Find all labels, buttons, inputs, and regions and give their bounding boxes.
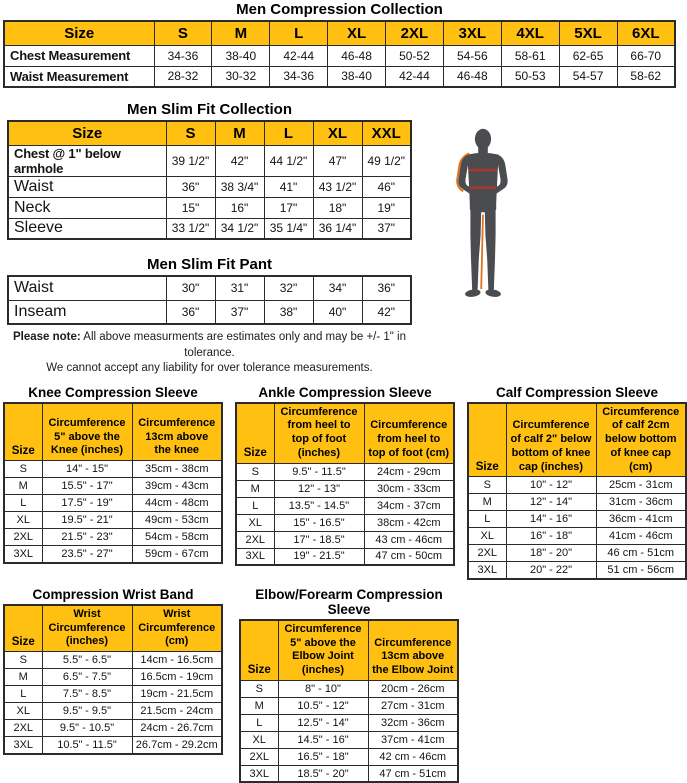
header-row [4, 21, 675, 45]
cell-value: 17.5" - 19" [42, 495, 132, 512]
cell-value: 10.5" - 12" [278, 697, 368, 714]
man-silhouette-figure [450, 127, 516, 307]
cell-value: 9.5" - 9.5" [42, 703, 132, 720]
table-row [468, 511, 686, 528]
men-compression-section [3, 1, 676, 88]
tolerance-note-line1 [7, 330, 412, 361]
row-label: 3XL [4, 546, 42, 563]
cell-value: 32cm - 36cm [368, 714, 458, 731]
row-label: Waist Measurement [4, 66, 154, 87]
slim-fit-table [7, 120, 412, 240]
table-row [236, 480, 454, 497]
cell-value: 54-57 [559, 66, 617, 87]
table-row [240, 765, 458, 782]
cell-value: 19cm - 21.5cm [132, 686, 222, 703]
cell-value: 50-52 [386, 45, 444, 66]
table-row [4, 546, 222, 563]
row-label: L [236, 497, 274, 514]
cell-value: 6.5" - 7.5" [42, 669, 132, 686]
column-header: Wrist Circumference (cm) [132, 605, 222, 652]
table-row [8, 145, 411, 176]
calf-sleeve-section [467, 385, 687, 580]
cell-value: 16" - 18" [506, 528, 596, 545]
column-header: 5XL [559, 21, 617, 45]
cell-value: 18.5" - 20" [278, 765, 368, 782]
cell-value: 43 cm - 46cm [364, 531, 454, 548]
row-label: S [468, 477, 506, 494]
men-compression-table [3, 20, 676, 88]
cell-value: 38" [264, 300, 313, 324]
table-row [4, 703, 222, 720]
cell-value: 31" [215, 276, 264, 300]
header-row [4, 605, 222, 652]
cell-value: 5.5" - 6.5" [42, 652, 132, 669]
cell-value: 10.5" - 11.5" [42, 737, 132, 754]
calf-sleeve-table [467, 402, 687, 580]
cell-value: 15.5" - 17" [42, 478, 132, 495]
chest-measure-line [469, 169, 498, 171]
figure-column [412, 101, 679, 377]
row-label: XL [240, 731, 278, 748]
knee-sleeve-table [3, 402, 223, 564]
column-header: S [166, 121, 215, 145]
row-label: M [4, 669, 42, 686]
slim-fit-pant-title: Men Slim Fit Pant [146, 256, 272, 273]
cell-value: 47 cm - 50cm [364, 548, 454, 565]
cell-value: 19" [362, 197, 411, 218]
cell-value: 9.5" - 10.5" [42, 720, 132, 737]
cell-value: 46" [362, 176, 411, 197]
table-row [4, 720, 222, 737]
cell-value: 42" [215, 145, 264, 176]
table-row [4, 512, 222, 529]
cell-value: 40" [313, 300, 362, 324]
row-label: L [4, 495, 42, 512]
cell-value: 38 3/4" [215, 176, 264, 197]
cell-value: 19" - 21.5" [274, 548, 364, 565]
cell-value: 42-44 [386, 66, 444, 87]
men-compression-title: Men Compression Collection [236, 1, 443, 18]
table-row [468, 477, 686, 494]
tolerance-note-label: Please note: [12, 331, 81, 343]
table-row [236, 497, 454, 514]
cell-value: 37" [362, 218, 411, 239]
table-row [240, 680, 458, 697]
table-row [4, 45, 675, 66]
tolerance-note [7, 330, 412, 377]
cell-value: 20cm - 26cm [368, 680, 458, 697]
row-label: 3XL [468, 562, 506, 579]
row-label: 3XL [4, 737, 42, 754]
row-label: S [4, 652, 42, 669]
row-label: L [4, 686, 42, 703]
table-row [468, 494, 686, 511]
cell-value: 33 1/2" [166, 218, 215, 239]
figure-left-leg [470, 211, 481, 290]
cell-value: 27cm - 31cm [368, 697, 458, 714]
cell-value: 36" [166, 176, 215, 197]
table-row [4, 686, 222, 703]
size-column-header: Size [240, 620, 278, 681]
column-header: XL [313, 121, 362, 145]
tolerance-note-line2: We cannot accept any liability for over tolerance measurements. [46, 362, 373, 375]
cell-value: 34-36 [154, 45, 212, 66]
column-header: XXL [362, 121, 411, 145]
calf-sleeve-title: Calf Compression Sleeve [495, 384, 659, 400]
cell-value: 14" - 16" [506, 511, 596, 528]
column-header: S [154, 21, 212, 45]
cell-value: 7.5" - 8.5" [42, 686, 132, 703]
column-header: 6XL [617, 21, 675, 45]
row-label: S [236, 463, 274, 480]
table-row [468, 528, 686, 545]
cell-value: 39cm - 43cm [132, 478, 222, 495]
row-label: Inseam [8, 300, 166, 324]
column-header: L [270, 21, 328, 45]
row-label: M [236, 480, 274, 497]
column-header: L [264, 121, 313, 145]
row-label: Waist [8, 276, 166, 300]
elbow-sleeve-title: Elbow/Forearm Compression Sleeve [255, 586, 443, 617]
figure-pelvis [470, 194, 496, 212]
table-row [4, 737, 222, 754]
knee-sleeve-section [3, 385, 223, 580]
row-label: Neck [8, 197, 166, 218]
table-row [240, 697, 458, 714]
cell-value: 30cm - 33cm [364, 480, 454, 497]
wrist-band-section [3, 587, 223, 783]
cell-value: 62-65 [559, 45, 617, 66]
cell-value: 38cm - 42cm [364, 514, 454, 531]
cell-value: 46 cm - 51cm [596, 545, 686, 562]
column-header: 4XL [501, 21, 559, 45]
table-row [240, 748, 458, 765]
table-row [4, 669, 222, 686]
figure-left-foot [465, 289, 481, 298]
figure-right-leg [485, 211, 496, 290]
cell-value: 14" - 15" [42, 461, 132, 478]
cell-value: 37" [215, 300, 264, 324]
row-label: S [4, 461, 42, 478]
ankle-sleeve-table [235, 402, 455, 567]
size-column-header: Size [4, 403, 42, 461]
table-row [8, 276, 411, 300]
tolerance-note-text: All above measurments are estimates only and may be +/- 1" in tolerance. [80, 331, 407, 359]
cell-value: 14.5" - 16" [278, 731, 368, 748]
row-label: XL [236, 514, 274, 531]
cell-value: 20" - 22" [506, 562, 596, 579]
table-row [8, 300, 411, 324]
row-label: 2XL [4, 720, 42, 737]
size-column-header: Size [4, 605, 42, 652]
table-row [468, 562, 686, 579]
size-column-header: Size [4, 21, 154, 45]
cell-value: 36" [166, 300, 215, 324]
row-label: Waist [8, 176, 166, 197]
cell-value: 54-56 [443, 45, 501, 66]
header-row [4, 403, 222, 461]
column-header: 3XL [443, 21, 501, 45]
cell-value: 58-62 [617, 66, 675, 87]
cell-value: 42-44 [270, 45, 328, 66]
row-label: XL [468, 528, 506, 545]
cell-value: 16.5cm - 19cm [132, 669, 222, 686]
column-header: 2XL [386, 21, 444, 45]
row-label: 2XL [236, 531, 274, 548]
slim-fit-section [7, 101, 412, 240]
row-label: XL [4, 703, 42, 720]
row-label: Chest Measurement [4, 45, 154, 66]
row-label: 2XL [468, 545, 506, 562]
cell-value: 16.5" - 18" [278, 748, 368, 765]
header-row [240, 620, 458, 681]
table-row [236, 514, 454, 531]
cell-value: 30-32 [212, 66, 270, 87]
table-row [236, 548, 454, 565]
cell-value: 49 1/2" [362, 145, 411, 176]
cell-value: 24cm - 29cm [364, 463, 454, 480]
table-row [240, 714, 458, 731]
table-row [236, 531, 454, 548]
column-header: M [212, 21, 270, 45]
cell-value: 10" - 12" [506, 477, 596, 494]
cell-value: 38-40 [328, 66, 386, 87]
table-row [4, 478, 222, 495]
cell-value: 25cm - 31cm [596, 477, 686, 494]
size-column-header: Size [468, 403, 506, 477]
cell-value: 38-40 [212, 45, 270, 66]
elbow-sleeve-table [239, 619, 459, 783]
table-row [4, 529, 222, 546]
cell-value: 34 1/2" [215, 218, 264, 239]
cell-value: 35cm - 38cm [132, 461, 222, 478]
column-header: Circumference from heel to top of foot (cm) [364, 403, 454, 464]
cell-value: 21.5" - 23" [42, 529, 132, 546]
header-row [468, 403, 686, 477]
slim-fit-column [0, 101, 412, 377]
row-label: 2XL [4, 529, 42, 546]
table-row [236, 463, 454, 480]
cell-value: 26.7cm - 29.2cm [132, 737, 222, 754]
sleeve-tables-row-1 [3, 385, 679, 580]
cell-value: 51 cm - 56cm [596, 562, 686, 579]
ankle-sleeve-section [235, 385, 455, 580]
row-label: L [240, 714, 278, 731]
cell-value: 46-48 [328, 45, 386, 66]
cell-value: 46-48 [443, 66, 501, 87]
figure-head [475, 129, 491, 149]
table-row [240, 731, 458, 748]
wrist-band-table [3, 604, 223, 755]
header-row [236, 403, 454, 464]
cell-value: 47 cm - 51cm [368, 765, 458, 782]
slim-fit-title: Men Slim Fit Collection [126, 101, 292, 118]
size-column-header: Size [236, 403, 274, 464]
table-row [4, 652, 222, 669]
column-header: Circumference 5" above the Elbow Joint (inches) [278, 620, 368, 681]
cell-value: 34" [313, 276, 362, 300]
cell-value: 58-61 [501, 45, 559, 66]
table-row [8, 176, 411, 197]
row-label: Chest @ 1" below armhole [8, 145, 166, 176]
cell-value: 18" [313, 197, 362, 218]
cell-value: 39 1/2" [166, 145, 215, 176]
cell-value: 50-53 [501, 66, 559, 87]
wrist-band-title: Compression Wrist Band [32, 586, 194, 602]
cell-value: 66-70 [617, 45, 675, 66]
cell-value: 59cm - 67cm [132, 546, 222, 563]
slim-fit-pant-section [7, 256, 412, 325]
cell-value: 49cm - 53cm [132, 512, 222, 529]
table-row [8, 197, 411, 218]
column-header: M [215, 121, 264, 145]
cell-value: 16" [215, 197, 264, 218]
row-label: L [468, 511, 506, 528]
cell-value: 19.5" - 21" [42, 512, 132, 529]
column-header: Circumference of calf 2cm below bottom of knee cap (cm) [596, 403, 686, 477]
cell-value: 13.5" - 14.5" [274, 497, 364, 514]
cell-value: 18" - 20" [506, 545, 596, 562]
cell-value: 42 cm - 46cm [368, 748, 458, 765]
row-label: M [468, 494, 506, 511]
elbow-sleeve-section [239, 587, 459, 783]
cell-value: 17" - 18.5" [274, 531, 364, 548]
table-row [4, 461, 222, 478]
row-label: Sleeve [8, 218, 166, 239]
cell-value: 36" [362, 276, 411, 300]
mid-section [0, 101, 679, 377]
row-label: 3XL [236, 548, 274, 565]
slim-fit-pant-table [7, 275, 412, 325]
column-header: Circumference 5" above the Knee (inches) [42, 403, 132, 461]
row-label: M [4, 478, 42, 495]
table-row [468, 545, 686, 562]
cell-value: 37cm - 41cm [368, 731, 458, 748]
row-label: M [240, 697, 278, 714]
cell-value: 42" [362, 300, 411, 324]
cell-value: 41" [264, 176, 313, 197]
cell-value: 36 1/4" [313, 218, 362, 239]
cell-value: 43 1/2" [313, 176, 362, 197]
cell-value: 15" - 16.5" [274, 514, 364, 531]
cell-value: 47" [313, 145, 362, 176]
column-header: Circumference 13cm above the Elbow Joint [368, 620, 458, 681]
column-header: Circumference of calf 2" below bottom of knee cap (inches) [506, 403, 596, 477]
table-row [4, 495, 222, 512]
row-label: 2XL [240, 748, 278, 765]
figure-right-foot [485, 289, 501, 298]
inseam-measure-line [481, 215, 483, 289]
row-label: 3XL [240, 765, 278, 782]
knee-sleeve-title: Knee Compression Sleeve [28, 384, 198, 400]
cell-value: 9.5" - 11.5" [274, 463, 364, 480]
cell-value: 24cm - 26.7cm [132, 720, 222, 737]
cell-value: 35 1/4" [264, 218, 313, 239]
column-header: Circumference 13cm above the knee [132, 403, 222, 461]
row-label: S [240, 680, 278, 697]
cell-value: 41cm - 46cm [596, 528, 686, 545]
cell-value: 36cm - 41cm [596, 511, 686, 528]
cell-value: 8" - 10" [278, 680, 368, 697]
cell-value: 32" [264, 276, 313, 300]
cell-value: 31cm - 36cm [596, 494, 686, 511]
column-header: Circumference from heel to top of foot (inches) [274, 403, 364, 464]
cell-value: 12" - 13" [274, 480, 364, 497]
table-row [4, 66, 675, 87]
size-column-header: Size [8, 121, 166, 145]
cell-value: 34cm - 37cm [364, 497, 454, 514]
sleeve-tables-row-2 [3, 587, 679, 783]
cell-value: 44 1/2" [264, 145, 313, 176]
column-header: Wrist Circumference (inches) [42, 605, 132, 652]
table-row [8, 218, 411, 239]
ankle-sleeve-title: Ankle Compression Sleeve [258, 384, 432, 400]
column-header: XL [328, 21, 386, 45]
cell-value: 54cm - 58cm [132, 529, 222, 546]
header-row [8, 121, 411, 145]
cell-value: 28-32 [154, 66, 212, 87]
cell-value: 23.5" - 27" [42, 546, 132, 563]
cell-value: 34-36 [270, 66, 328, 87]
waist-measure-line [470, 186, 496, 188]
cell-value: 12" - 14" [506, 494, 596, 511]
cell-value: 21.5cm - 24cm [132, 703, 222, 720]
row-label: XL [4, 512, 42, 529]
cell-value: 12.5" - 14" [278, 714, 368, 731]
cell-value: 17" [264, 197, 313, 218]
cell-value: 15" [166, 197, 215, 218]
cell-value: 44cm - 48cm [132, 495, 222, 512]
cell-value: 30" [166, 276, 215, 300]
cell-value: 14cm - 16.5cm [132, 652, 222, 669]
